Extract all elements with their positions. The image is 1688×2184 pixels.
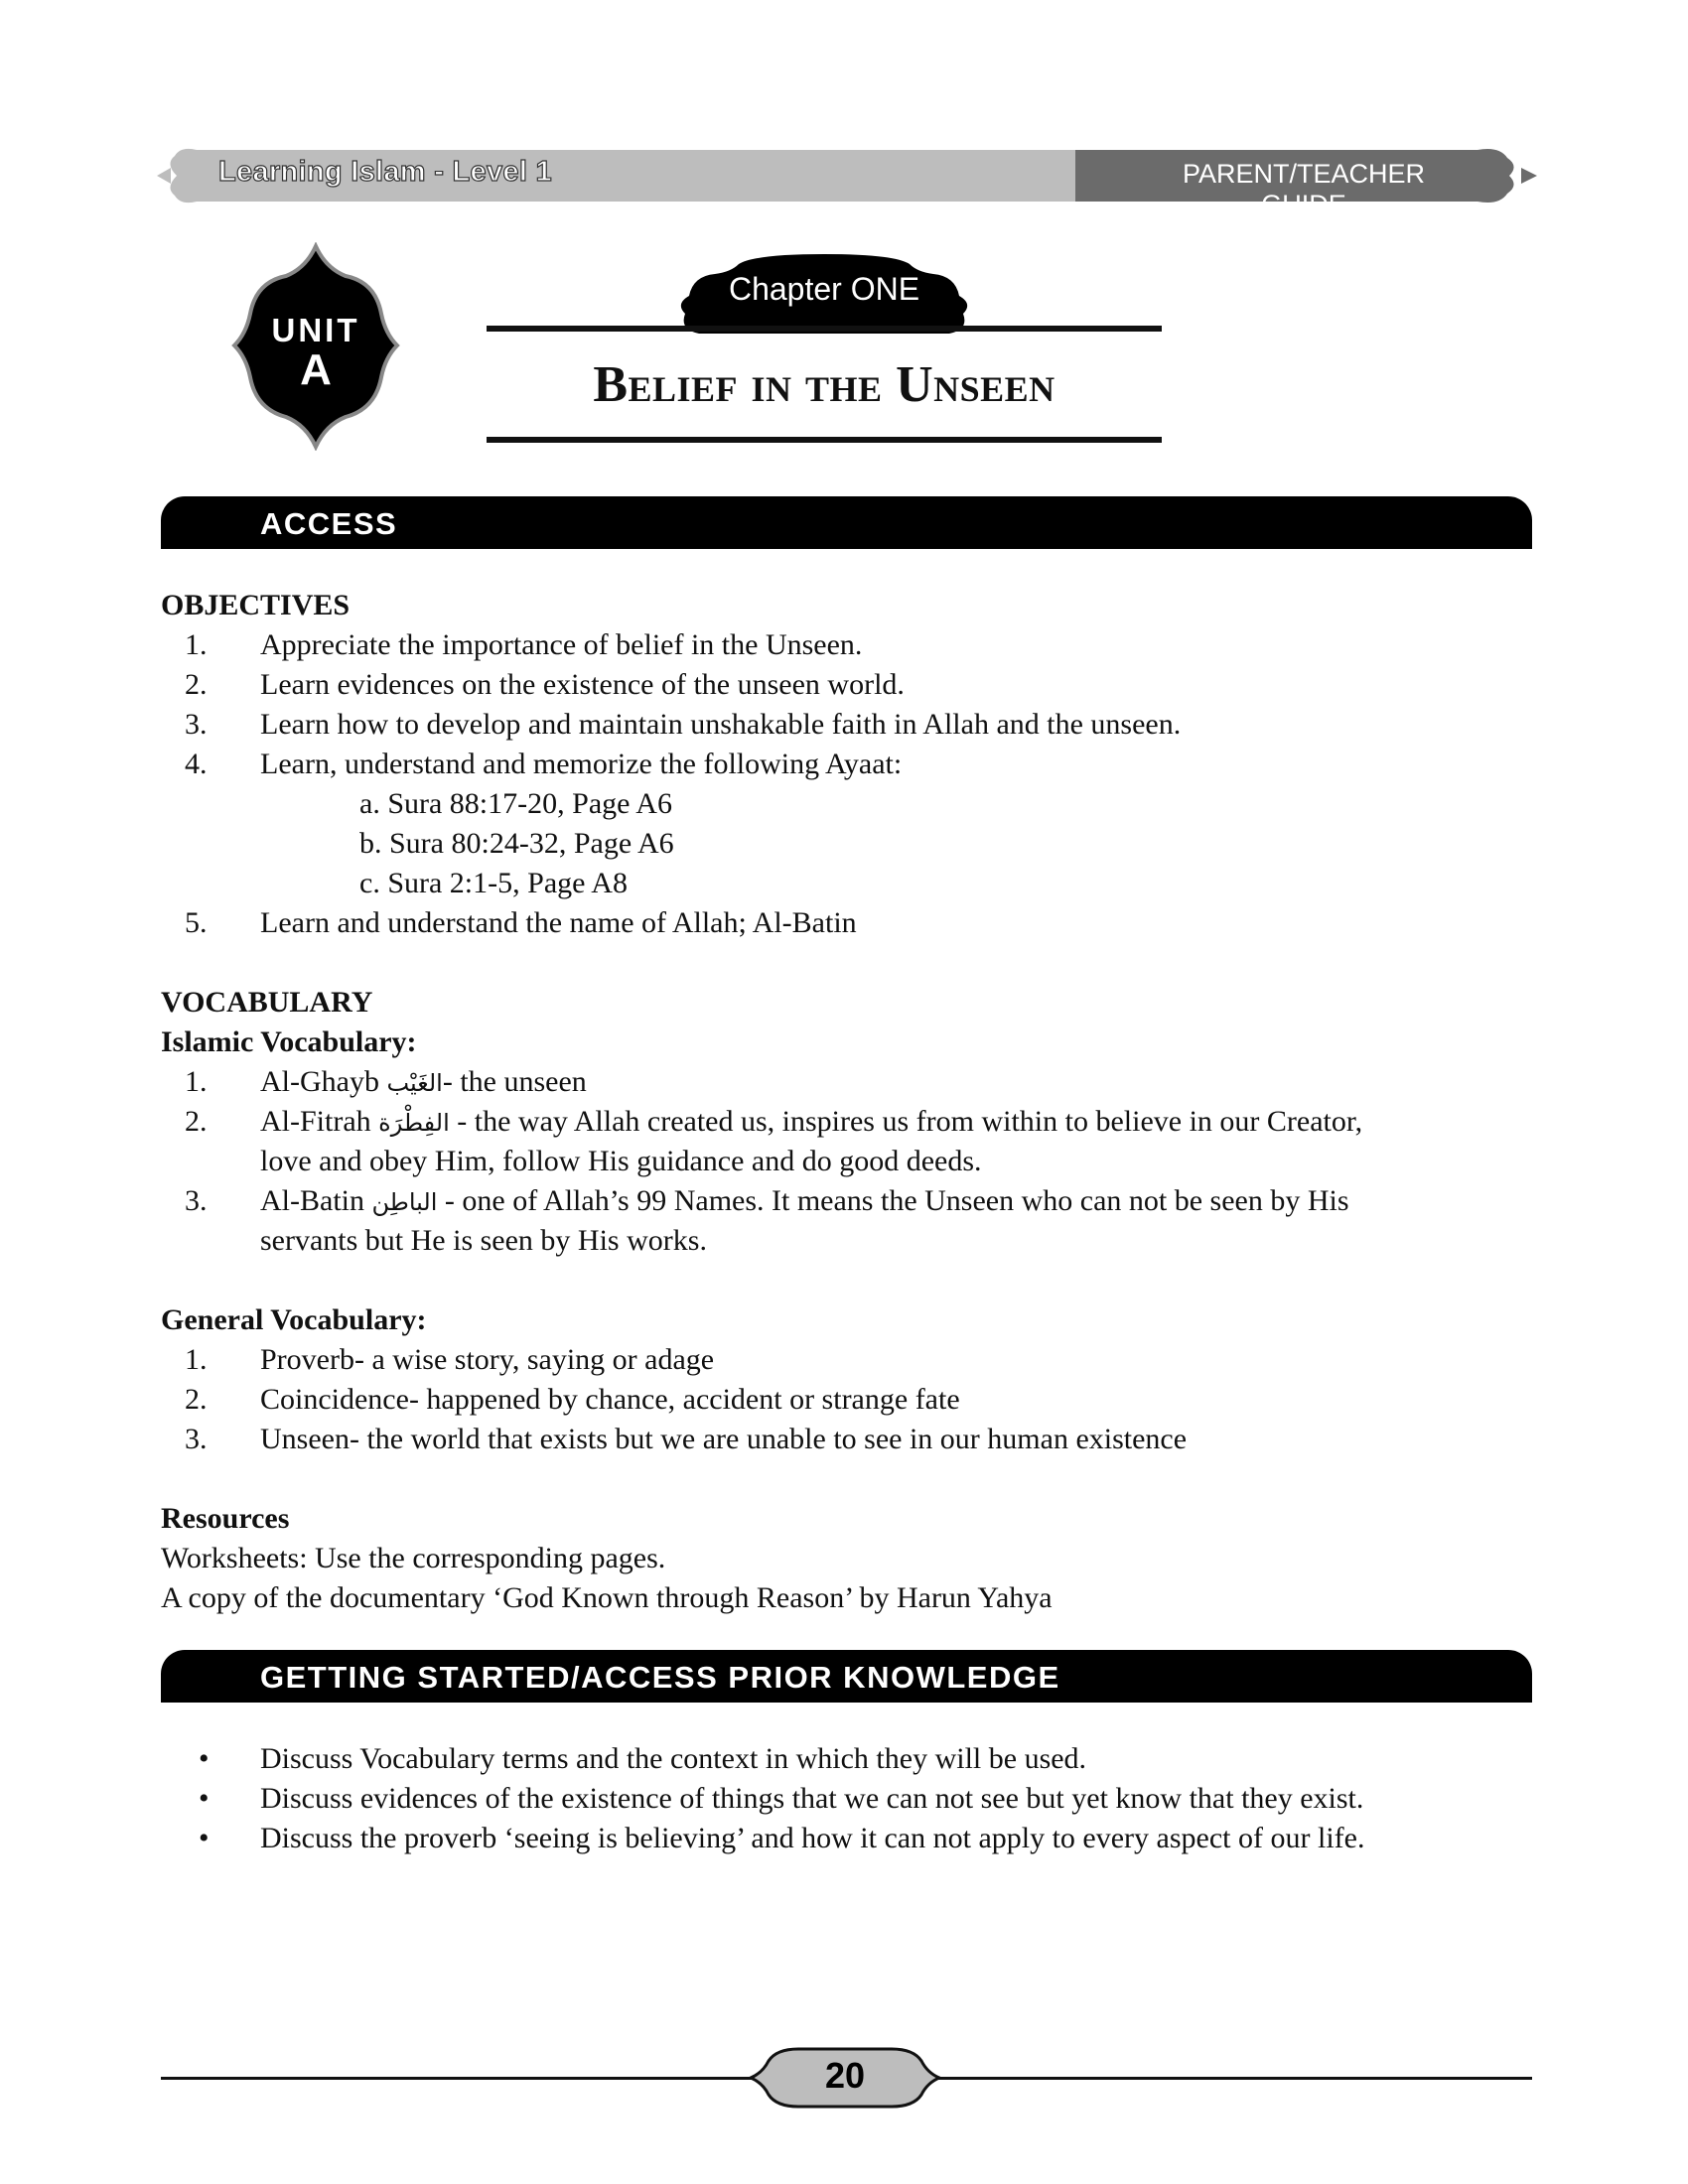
title-rule-bottom [487,437,1162,443]
resources-heading: Resources [161,1502,290,1535]
bullet-icon: • [199,1782,210,1815]
vocab-term: Al-Ghayb [260,1065,379,1098]
vocab-number: 2. [185,1383,208,1416]
objectives-heading: OBJECTIVES [161,589,351,621]
general-vocab-text: Unseen- the world that exists but we are unable to see in our human existence [260,1423,1188,1455]
unit-label: UNIT [271,312,360,348]
getting-started-item: Discuss Vocabulary terms and the context in which they will be used. [260,1742,1087,1775]
objective-subitem: a. Sura 88:17-20, Page A6 [359,787,672,820]
vocab-arabic: الغَيْب [386,1069,443,1097]
bullet-icon: • [199,1822,210,1854]
objective-number: 3. [185,708,208,741]
section-title-access: ACCESS [260,506,398,541]
objective-text: Learn how to develop and maintain unshakable faith in Allah and the unseen. [260,708,1182,741]
vocab-number: 2. [185,1105,208,1138]
vocab-entry [260,1062,587,1103]
vocab-number: 3. [185,1184,208,1217]
getting-started-item: Discuss evidences of the existence of things that we can not see but yet know that they exist. [260,1782,1364,1815]
vocab-term: Al-Fitrah [260,1105,371,1138]
vocab-definition: - the unseen [442,1065,587,1098]
section-title-getting-started: GETTING STARTED/ACCESS PRIOR KNOWLEDGE [260,1660,1060,1695]
getting-started-item: Discuss the proverb ‘seeing is believing’ and how it can not apply to every aspect of our life. [260,1822,1365,1854]
objective-number: 2. [185,668,208,701]
section-bar-access [161,496,1532,549]
vocab-number: 3. [185,1423,208,1455]
title-rule-top [487,326,1162,332]
resource-line: Worksheets: Use the corresponding pages. [161,1542,666,1574]
general-vocab-text: Coincidence- happened by chance, accident or strange fate [260,1383,960,1416]
bullet-icon: • [199,1742,210,1775]
section-bar-getting-started [161,1650,1532,1703]
vocab-arabic: الباطِن [371,1188,438,1216]
objective-text: Learn evidences on the existence of the unseen world. [260,668,905,701]
general-vocab-text: Proverb- a wise story, saying or adage [260,1343,715,1376]
objective-subitem: c. Sura 2:1-5, Page A8 [359,867,628,899]
chapter-label: Chapter ONE [728,271,920,307]
general-vocabulary-heading: General Vocabulary: [161,1303,427,1336]
objective-text: Learn and understand the name of Allah; Al-Batin [260,906,857,939]
page-number: 20 [824,2055,866,2096]
vocab-term: Al-Batin [260,1184,364,1217]
vocab-arabic: الفِطْرَة [378,1109,450,1137]
objective-number: 1. [185,628,208,661]
chapter-tab [675,254,973,334]
series-title: Learning Islam - Level 1 [218,156,552,188]
vocab-entry [260,1102,1362,1143]
page-number-badge [747,2043,943,2113]
resource-line: A copy of the documentary ‘God Known through Reason’ by Harun Yahya [161,1581,1053,1614]
vocab-number: 1. [185,1065,208,1098]
objective-number: 5. [185,906,208,939]
vocab-definition: - one of Allah’s 99 Names. It means the Unseen who can not be seen by His [437,1184,1349,1217]
vocab-number: 1. [185,1343,208,1376]
objective-subitem: b. Sura 80:24-32, Page A6 [359,827,674,860]
vocab-definition-cont: love and obey Him, follow His guidance and do good deeds. [260,1145,982,1177]
vocab-entry [260,1181,1349,1222]
objective-text: Learn, understand and memorize the following Ayaat: [260,748,903,780]
islamic-vocabulary-heading: Islamic Vocabulary: [161,1025,417,1058]
chapter-title: Belief in the Unseen [593,356,1055,413]
unit-badge [226,242,405,451]
guide-label: PARENT/TEACHER GUIDE [1182,159,1426,219]
objective-text: Appreciate the importance of belief in the Unseen. [260,628,863,661]
unit-letter: A [300,345,332,394]
vocab-definition: - the way Allah created us, inspires us from within to believe in our Creator, [449,1105,1363,1138]
header-banner [157,142,1537,219]
vocabulary-heading: VOCABULARY [161,986,373,1019]
vocab-definition-cont: servants but He is seen by His works. [260,1224,707,1257]
objective-number: 4. [185,748,208,780]
